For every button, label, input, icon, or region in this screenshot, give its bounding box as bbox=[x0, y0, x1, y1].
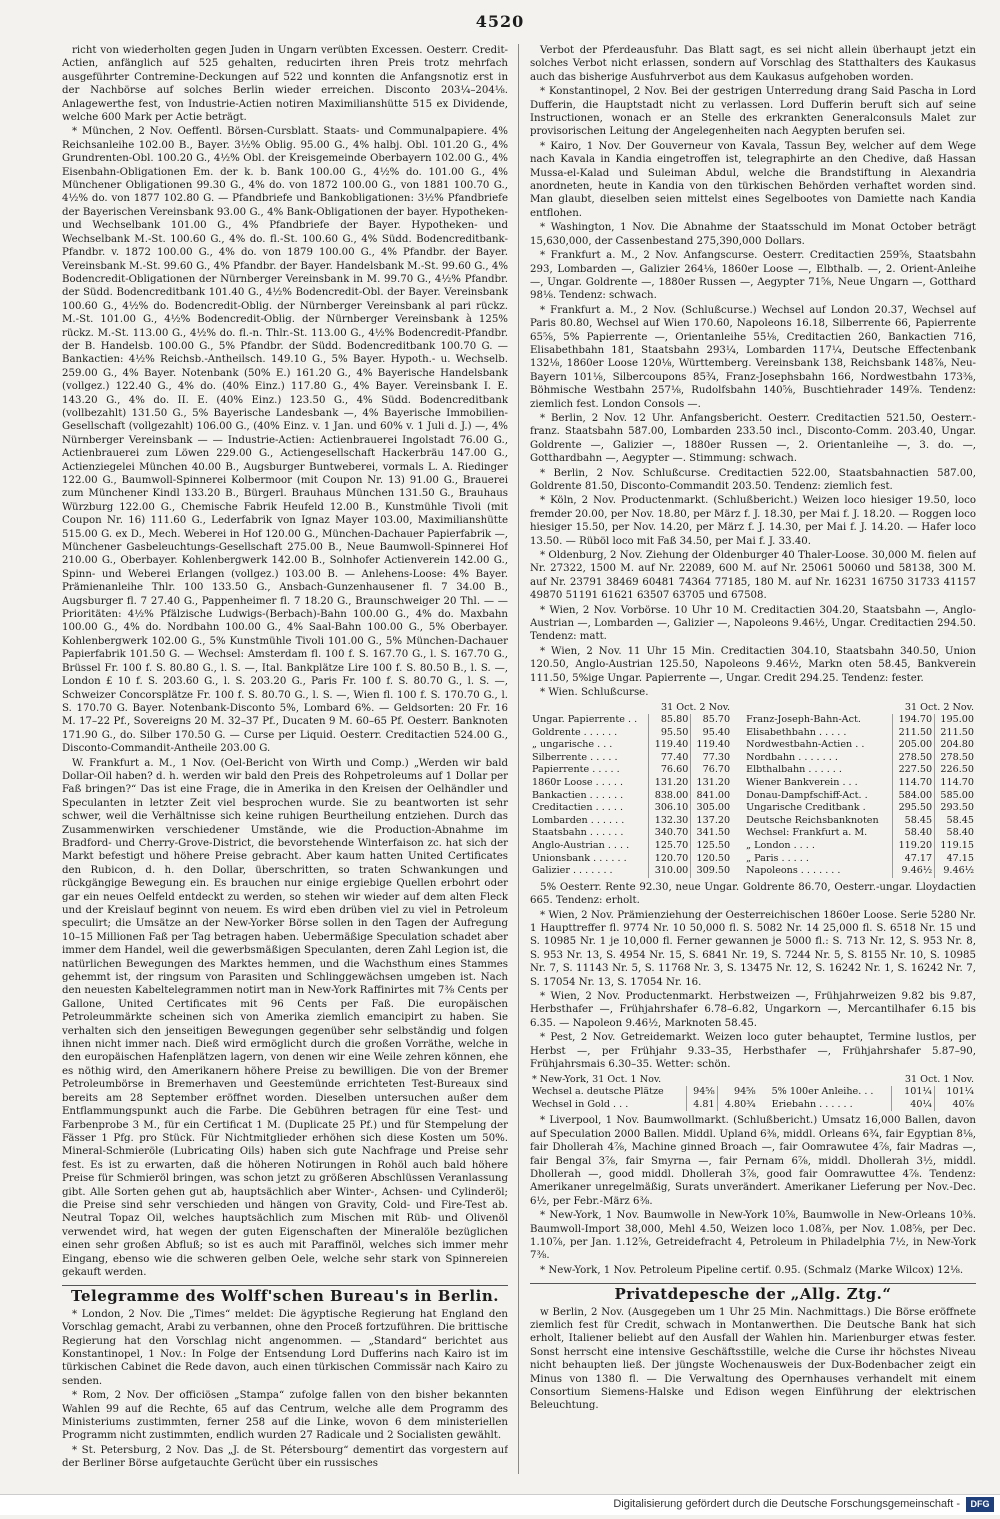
newyork-header-right: 31 Oct. 1 Nov. bbox=[904, 1073, 974, 1085]
report-paragraph: * Washington, 1 Nov. Die Abnahme der Staatsschuld im Monat October beträgt 15,630,000, der Cassenbestand 275,390,000 Dollars. bbox=[530, 222, 976, 247]
security-name: Nordbahn . . . . . . . bbox=[746, 751, 838, 763]
quote-value: 137.20 bbox=[691, 815, 732, 828]
table-row bbox=[530, 739, 976, 752]
quote-value: 120.50 bbox=[691, 853, 732, 866]
quote-value: 40¼ bbox=[892, 1099, 934, 1112]
telegram-list bbox=[62, 1308, 508, 1471]
security-name: Bankactien . . . . . . bbox=[532, 789, 624, 801]
table-row bbox=[530, 802, 976, 815]
newyork-rates-table bbox=[530, 1074, 976, 1112]
quote-value: 58.45 bbox=[935, 815, 976, 828]
quote-value: 4.81 bbox=[687, 1099, 717, 1112]
report-paragraph: * Wien, 2 Nov. 11 Uhr 15 Min. Creditactien 304.10, Staatsbahn 340.50, Union 120.50, Anglo-Austrian 125.50, Napoleons 9.46½, Markn oten 58.45, Bankverein 111.50, 5%ige Ungar. Papierrente —, Ungar. Credit 294.25. Tendenz: fester. bbox=[530, 645, 976, 684]
security-name: Deutsche Reichsbanknoten bbox=[746, 814, 879, 826]
quote-value: 278.50 bbox=[893, 752, 935, 765]
quote-value: 125.70 bbox=[649, 840, 691, 853]
left-article-paragraphs bbox=[62, 44, 508, 1279]
quote-value: 585.00 bbox=[935, 790, 976, 803]
table-row bbox=[530, 1099, 976, 1112]
private-dispatch-text: w Berlin, 2 Nov. (Ausgegeben um 1 Uhr 25 Min. Nachmittags.) Die Börse eröffnete ziemlich fest für Credit, schwach in Montanwerthen. Die Deutsche Bank hat sich erholt, Italiener beliebt auf den Ausfall der Wahlen hin. Marienburger etwas fester. Sonst herrscht eine intensive Geschäftsstille, welche die Curse ihr höchstes Niveau nicht behaupten ließ. Der jüngste Wochenausweis der Dux-Bodenbacher zeigt ein Minus von 1380 fl. — Die Verwaltung des Opernhauses verhandelt mit einem Consortium Siemens-Halske und Edison wegen Einführung der elektrischen Beleuchtung. bbox=[530, 1306, 976, 1412]
quote-value: 195.00 bbox=[935, 714, 976, 727]
quote-value: 838.00 bbox=[649, 790, 691, 803]
security-name: Galizier . . . . . . . bbox=[532, 865, 613, 877]
security-name: Elisabethbahn . . . . . bbox=[746, 726, 847, 738]
quote-value: 120.70 bbox=[649, 853, 691, 866]
security-name: Papierrente . . . . . bbox=[532, 764, 620, 776]
security-name: Anglo-Austrian . . . . bbox=[532, 840, 630, 852]
column-divider bbox=[518, 44, 519, 1474]
newyork-title: * New-York, 31 Oct. 1 Nov. bbox=[532, 1073, 662, 1085]
table-row bbox=[530, 777, 976, 790]
quote-value: 47.17 bbox=[893, 853, 935, 866]
security-name: Wechsel: Frankfurt a. M. bbox=[746, 827, 868, 839]
report-paragraph: * Konstantinopel, 2 Nov. Bei der gestrigen Unterredung drang Said Pascha in Lord Dufferin, die Hauptstadt nicht zu verlassen. Lord Dufferin beruft sich auf seine Instructionen, wonach er an Stelle des erkrankten Generalconsuls Malet zur provisorischen Leitung der Angelegenheiten nach Aegypten berufen sei. bbox=[530, 86, 976, 138]
section-title-telegrams: Telegramme des Wolff'schen Bureau's in Berlin. bbox=[62, 1285, 508, 1303]
telegram-item: * London, 2 Nov. Die „Times“ meldet: Die ägyptische Regierung hat England den Vorschlag gemacht, Arabi zu verbannen, ohne den Proceß fortzuführen. Die brittische Regierung hat den Vorschlag nicht angenommen. — „Standard“ berichtet aus Konstantinopel, 1 Nov.: In Folge der Entsendung Lord Dufferins nach Kairo ist im türkischen Cabinet die Rede davon, auch einen türkischen Commissär nach Kairo zu senden. bbox=[62, 1308, 508, 1387]
quote-value: 58.40 bbox=[893, 827, 935, 840]
quote-value: 211.50 bbox=[893, 727, 935, 740]
security-name: Nordwestbahn-Actien . . bbox=[746, 739, 865, 751]
quote-value: 85.80 bbox=[649, 714, 691, 727]
quote-value: 114.70 bbox=[935, 777, 976, 790]
report-paragraph: * Berlin, 2 Nov. Schlußcurse. Creditactien 522.00, Staatsbahnactien 587.00, Goldrente 81.50, Disconto-Commandit 203.50. Tendenz: ziemlich fest. bbox=[530, 467, 976, 492]
right-paragraphs-before-table bbox=[530, 44, 976, 700]
quote-value: 85.70 bbox=[691, 714, 732, 727]
quote-value: 40⅞ bbox=[934, 1099, 976, 1112]
table-row bbox=[530, 840, 976, 853]
quote-value: 114.70 bbox=[893, 777, 935, 790]
quote-value: 340.70 bbox=[649, 827, 691, 840]
report-paragraph: * Köln, 2 Nov. Productenmarkt. (Schlußbericht.) Weizen loco hiesiger 19.50, loco fremder 20.00, per Nov. 18.80, per März f. J. 18.30, per Mai f. J. 18.20. — Roggen loco hiesiger 15.50, per Nov. 14.20, per März f. J. 14.30, per Mai f. J. 14.20. — Hafer loco 13.50. — Rüböl loco mit Faß 34.50, per Mai f. J. 33.40. bbox=[530, 495, 976, 547]
quote-value: 119.40 bbox=[649, 739, 691, 752]
right-column bbox=[530, 44, 976, 1484]
quote-value: 77.30 bbox=[691, 752, 732, 765]
report-paragraph: * Wien. Schlußcurse. bbox=[540, 687, 649, 699]
quote-value: 76.70 bbox=[691, 764, 732, 777]
report-paragraph: * Wien, 2 Nov. Productenmarkt. Herbstweizen —, Frühjahrweizen 9.82 bis 9.87, Herbsthafer —, Frühjahrshafer 6.78–6.82, Ungarkorn —, Mercantilhafer 6.15 bis 6.35. — Napoleon 9.46½, Marknoten 58.45. bbox=[530, 991, 976, 1029]
quote-value: 9.46½ bbox=[935, 865, 976, 878]
table-row bbox=[530, 790, 976, 803]
report-paragraph: * Wien, 2 Nov. Prämienziehung der Oesterreichischen 1860er Loose. Serie 5280 Nr. 1 Haupttreffer fl. 9774 Nr. 10 50,000 fl. S. 5082 Nr. 14 25,000 fl. S. 6518 Nr. 15 und S. 10985 Nr. 1 je 10,000 fl. Ferner gewannen je 5000 fl.: S. 713 Nr. 12, S. 953 Nr. 8, S. 953 Nr. 13, S. 4954 Nr. 15, S. 6841 Nr. 19, S. 7244 Nr. 5, S. 8155 Nr. 10, S. 10985 Nr. 7, S. 11143 Nr. 5, S. 11768 Nr. 3, S. 13475 Nr. 12, S. 16242 Nr. 1, S. 16242 Nr. 7, S. 17054 Nr. 13, S. 17054 Nr. 16. bbox=[530, 909, 976, 988]
quote-value: 101¼ bbox=[892, 1086, 934, 1099]
quote-value: 131.20 bbox=[691, 777, 732, 790]
quote-value: 58.40 bbox=[935, 827, 976, 840]
footer-text: Digitalisierung gefördert durch die Deutsche Forschungsgemeinschaft - bbox=[613, 1498, 960, 1510]
table-row bbox=[530, 1086, 976, 1099]
quote-value: 293.50 bbox=[935, 802, 976, 815]
security-name: Napoleons . . . . . . . bbox=[746, 865, 841, 877]
page-number: 4520 bbox=[475, 12, 525, 31]
security-name: Ungar. Papierrente . . bbox=[532, 714, 638, 726]
security-name: „ London . . . . bbox=[746, 840, 815, 852]
report-paragraph: * Berlin, 2 Nov. 12 Uhr. Anfangsbericht. Oesterr. Creditactien 521.50, Oesterr.-franz. Staatsbahn 587.00, Lombarden 233.50 incl., Disconto-Comm. 203.40, Ungar. Goldrente —, Galizier —, 1880er Russen —, 2. Orientanleihe —, 3. do. —, Gotthardbahn —, Aegypter —. Stimmung: schwach. bbox=[530, 412, 976, 465]
quote-value: 119.40 bbox=[691, 739, 732, 752]
report-paragraph: * Pest, 2 Nov. Getreidemarkt. Weizen loco guter behauptet, Termine lustlos, per Herbst —, per Frühjahr 9.33–35, Herbsthafer —, Frühjahrshafer 5.87–90, Frühjahrsmais 6.30–35. Wetter: schön. bbox=[530, 1032, 976, 1071]
quote-value: 310.00 bbox=[649, 865, 691, 878]
report-paragraph: * Kairo, 1 Nov. Der Gouverneur von Kavala, Tassun Bey, welcher auf dem Wege nach Kavala in Kandia eingetroffen ist, telegraphirte an den Chedive, daß Hassan Mussa-el-Kalad und Suleiman Abdul, welche die Brandstiftung in Alexandria anordneten, heute in Kandia von den türkischen Behörden verhaftet worden sind. Man glaubt, dieselben seien mittelst eines Segelbootes von Damiette nach Kandia entflohen. bbox=[530, 140, 976, 219]
article-paragraph: W. Frankfurt a. M., 1 Nov. (Oel-Bericht von Wirth und Comp.) „Werden wir bald Dollar-Oil haben? d. h. werden wir bald den Preis des Rohpetroleums auf 1 Dollar per Faß bringen?“ Das ist eine Frage, die in Amerika in den Kreisen der Oelhändler und Speculanten in letzter Zeit viel besprochen wurde. Sie zu beantworten ist sehr schwer, weil die Verhältnisse sich keine ruhigen Beurtheilung entziehen. Durch das Zusammenwirken verschiedener Umstände, wie die Production-Abnahme im Bradford- und Cherry-Grove-District, die bevorstehende Winterfaison zc. hat sich der Markt befestigt und höhere Preise gebracht. Aber kaum hatten United Certificates den Rubicon, d. h. den Dollar, überschritten, so traten Schwankungen und rückgängige Bewegung ein. Es brauchen nur einige ergiebige Quellen erbohrt oder gar ein neues Oelfeld entdeckt zu werden, so stehen wir wieder auf dem alten Fleck und der Kreislauf beginnt von neuem. Es wird eben drüben viel zu viel in Petroleum speculirt; die Umsätze an der New-Yorker Börse sollen in den Tagen der Aufregung 10–15 Millionen Faß per Tag betragen haben. Uebermäßige Speculation schadet aber immer dem Handel, weil die gewerbsmäßigen Speculanten, deren Zahl Legion ist, die natürlichen Bewegungen des Marktes hemmen, und die Wachsthum eines Stammes gehemmt ist, der ringsum von Parasiten und Schlinggewächsen umgeben ist. Nach den neuesten Kabeltelegrammen notirt man in New-York Raffinirtes mit 7⅜ Cents per Gallone, United Certificates mit 96 Cents per Faß. Die europäischen Petroleummärkte scheinen sich von Amerika ziemlich emancipirt zu haben. Sie verhalten sich den jenseitigen Bewegungen gegenüber sehr selbständig und folgen ihnen nicht immer nach. Dieß wird ermöglicht durch die großen Vorräthe, welche in den europäischen Hafenplätzen lagern, von denen wir eine Weile zehren können, ehe es nöthig wird, den Amerikanern höhere Preise zu bewilligen. Die von der Bremer Petroleumbörse in Bremerhaven und Geestemünde errichteten Test-Bureaux sind bereits am 28 September eröffnet worden. Dieselben untersuchen außer dem Entflammungspunkt auch die Farbe. Die Gebühren betragen für eine Test- und Farbenprobe 3 M., für ein Certificat 1 M. (Duplicate 25 Pf.) und für Stempelung der Fässer 1 Pfg. pro Stück. Für Nichtmitglieder erhöhen sich diese Kosten um 50%. Mineral-Schmieröle (Lubricating Oils) haben sich gute Nachfrage und Preise sehr fest. Es ist zu erwarten, daß die höheren Notirungen in Rohöl auch bald höhere Preise für Schmieröl bringen, was schon jetzt zu größeren Abschlüssen Veranlassung gibt. Alle Sorten gehen gut ab, hauptsächlich aber Winter-, Achsen- und Cylinderöl; die Preise sind sehr verschieden und hängen von Gravity, Cold- und Fire-Test ab. Neutral Topaz Oil, welches hauptsächlich zum Mischen mit Rüb- und Olivenöl verwendet wird, hat wegen der guten Eigenschaften der Mineralöle bezüglichen einen sehr großen Abfluß; so ist es auch mit Paraffinöl, welches sich immer mehr Eingang, ebenso wie die schweren gelben Oele, welche sehr stark von Spinnereien gekauft werden. bbox=[62, 757, 508, 1278]
security-name: Staatsbahn . . . . . . bbox=[532, 827, 624, 839]
quote-value: 341.50 bbox=[691, 827, 732, 840]
wien-header-left: 31 Oct. 2 Nov. bbox=[660, 701, 731, 713]
telegram-item: * St. Petersburg, 2 Nov. Das „J. de St. Pétersbourg“ dementirt das vorgestern auf der Berliner Börse aufgetauchte Gerücht über ein russisches bbox=[62, 1444, 508, 1470]
security-name: Unionsbank . . . . . . bbox=[532, 852, 627, 864]
quote-value: 211.50 bbox=[935, 727, 976, 740]
quote-value: 125.50 bbox=[691, 840, 732, 853]
quote-value: 194.70 bbox=[893, 714, 935, 727]
article-paragraph: richt von wiederholten gegen Juden in Ungarn verübten Excessen. Oesterr. Credit-Actien, anfänglich auf 525 gehalten, reducirten ihren Preis trotz mehrfach ausgeführter Contremine-Deckungen auf 522 und konnten die Anfangsnotiz erst in der Nachbörse auf solches Berlin wieder erreichen. Disconto 203¼–204⅛. Anlagewerthe fest, von Industrie-Actien notiren Maximilianshütte 515 ex Dividende, welche 600 Mark per Actie beträgt. bbox=[62, 45, 508, 124]
quote-value: 94⅝ bbox=[687, 1086, 717, 1099]
report-paragraph: * Frankfurt a. M., 2 Nov. (Schlußcurse.) Wechsel auf London 20.37, Wechsel auf Paris 80.80, Wechsel auf Wien 170.60, Napoleons 16.18, Silberrente 66, Papierrente 65⅝, 5% Papierrente —, Orientanleihe 55⅛, Creditactien 260, Bankactien 716, Elisabethbahn 181, Staatsbahn 293¼, Lombarden 117¼, Deutsche Effectenbank 132⅛, 1860er Loose 120⅛, Württemberg. Vereinsbank 138, Reichsbank 148⅞, Neu-Bayern 101⅛, Silbercoupons 85¾, Franz-Josephsbahn 166, Nordwestbahn 173⅜, Böhmische Westbahn 257⅛, Rudolfsbahn 140⅝, Buschtiehrader 149⅞. Tendenz: ziemlich fest. London Consols —. bbox=[530, 304, 976, 410]
security-name: Elbthalbahn . . . . . . bbox=[746, 764, 842, 776]
quote-value: 58.45 bbox=[893, 815, 935, 828]
quote-value: 132.30 bbox=[649, 815, 691, 828]
security-name: „ ungarische . . . bbox=[532, 739, 613, 751]
quote-value: 306.10 bbox=[649, 802, 691, 815]
security-name: Lombarden . . . . . . bbox=[532, 814, 625, 826]
security-name: 1860r Loose . . . . . bbox=[532, 777, 624, 789]
quote-value: 76.60 bbox=[649, 764, 691, 777]
quote-value: 9.46½ bbox=[893, 865, 935, 878]
report-paragraph: * Wien, 2 Nov. Vorbörse. 10 Uhr 10 M. Creditactien 304.20, Staatsbahn —, Anglo-Austrian —, Lombarden —, Galizier —, Napoleons 9.46½, Ungar. Creditactien 294.50. Tendenz: matt. bbox=[530, 604, 976, 643]
quote-value: 101¼ bbox=[934, 1086, 976, 1099]
security-name: Wiener Bankverein . . . bbox=[746, 777, 858, 789]
security-name: Franz-Joseph-Bahn-Act. bbox=[746, 714, 861, 726]
table-row bbox=[530, 865, 976, 878]
security-name: „ Paris . . . . . bbox=[746, 852, 809, 864]
right-paragraphs-final bbox=[530, 1114, 976, 1277]
quote-value: 47.15 bbox=[935, 853, 976, 866]
wien-rates-table bbox=[530, 702, 976, 878]
table-row bbox=[530, 764, 976, 777]
table-row bbox=[530, 853, 976, 866]
table-row bbox=[530, 827, 976, 840]
section-title-private-dispatch: Privatdepesche der „Allg. Ztg.“ bbox=[530, 1283, 976, 1301]
security-name: Wechsel in Gold . . . bbox=[532, 1098, 629, 1110]
table-row bbox=[530, 752, 976, 765]
table-row bbox=[530, 727, 976, 740]
report-paragraph: * Frankfurt a. M., 2 Nov. Anfangscurse. Oesterr. Creditactien 259⅝, Staatsbahn 293, Lombarden —, Galizier 264⅛, 1860er Loose —, Elbthalb. —, 2. Orient-Anleihe —, Ungar. Goldrente —, 1880er Russen —, Aegypter 71⅝, Neue Ungarn —, Gotthard 98⅛. Tendenz: schwach. bbox=[530, 250, 976, 302]
quote-value: 278.50 bbox=[935, 752, 976, 765]
quote-value: 226.50 bbox=[935, 764, 976, 777]
quote-value: 131.20 bbox=[649, 777, 691, 790]
quote-value: 841.00 bbox=[691, 790, 732, 803]
dfg-logo: DFG bbox=[966, 1497, 994, 1512]
telegram-item: * Rom, 2 Nov. Der officiösen „Stampa“ zufolge fallen von den bisher bekannten Wahlen 99 auf die Rechte, 65 auf das Centrum, welche alle dem Programm des Ministeriums zustimmten, ferner 258 auf die Linke, wovon 6 dem ministeriellen Programm nicht zustimmten, endlich wurden 27 Radicale und 2 Socialisten gewählt. bbox=[62, 1390, 508, 1442]
left-column bbox=[62, 44, 508, 1484]
newyork-table-header bbox=[530, 1074, 976, 1087]
quote-value: 205.00 bbox=[893, 739, 935, 752]
security-name: Silberrente . . . . . bbox=[532, 751, 618, 763]
report-paragraph: * Oldenburg, 2 Nov. Ziehung der Oldenburger 40 Thaler-Loose. 30,000 M. fielen auf Nr. 27322, 1500 M. auf Nr. 22089, 600 M. auf Nr. 25061 50060 und 58138, 300 M. auf Nr. 23791 38469 60481 74364 77185, 180 M. auf Nr. 16231 16750 31733 41157 49870 51191 61621 63507 63705 und 67508. bbox=[530, 550, 976, 602]
report-paragraph: * Liverpool, 1 Nov. Baumwollmarkt. (Schlußbericht.) Umsatz 16,000 Ballen, davon auf Speculation 2000 Ballen. Middl. Upland 6⅜, middl. Orleans 6¾, fair Egyptian 8⅛, fair Dhollerah 4⅞, Machine ginned Broach —, fair Oomrawutee 4⅞, fair Madras —, fair Bengal 3⅞, fair Smyrna —, fair Pernam 6⅞, middl. Dhollerah 3½, middl. Dhollerah —, good middl. Dhollerah 3⅞, good fair Oomrawuttee 4⅞. Tendenz: Amerikaner unregelmäßig, Surats unverändert. Amerikaner Lieferung per Nov.-Dec. 6½, per Febr.-März 6⅜. bbox=[530, 1115, 976, 1207]
quote-value: 4.80¾ bbox=[717, 1099, 757, 1112]
security-name: Ungarische Creditbank . bbox=[746, 802, 866, 814]
quote-value: 227.50 bbox=[893, 764, 935, 777]
security-name: 5% 100er Anleihe. . . bbox=[771, 1086, 874, 1098]
quote-value: 295.50 bbox=[893, 802, 935, 815]
report-paragraph: Verbot der Pferdeausfuhr. Das Blatt sagt, es sei nicht allein überhaupt jetzt ein solches Verbot nicht erlassen, sondern auf Vorschlag des Statthalters des Kaukasus auch das bisherige Ausfuhrverbot aus dem Kaukasus aufgehoben worden. bbox=[530, 45, 976, 83]
footer-bar bbox=[0, 1494, 1000, 1515]
table-row bbox=[530, 815, 976, 828]
quote-value: 95.50 bbox=[649, 727, 691, 740]
security-name: Goldrente . . . . . . bbox=[532, 726, 618, 738]
quote-value: 584.00 bbox=[893, 790, 935, 803]
security-name: Creditactien . . . . . bbox=[532, 802, 624, 814]
security-name: Wechsel a. deutsche Plätze bbox=[532, 1086, 664, 1098]
quote-value: 305.00 bbox=[691, 802, 732, 815]
table-row bbox=[530, 714, 976, 727]
quote-value: 95.40 bbox=[691, 727, 732, 740]
quote-value: 204.80 bbox=[935, 739, 976, 752]
article-paragraph: * München, 2 Nov. Oeffentl. Börsen-Cursblatt. Staats- und Communalpapiere. 4% Reichsanleihe 102.00 B., Bayer. 3½% Oblig. 95.00 G., 4% halbj. Obl. 101.20 G., 4% Grundrenten-Obl. 100.20 G., 4½% Obl. der Kreisgemeinde Oberbayern 102.00 G., 4% Eisenbahn-Obligationen Em. der k. b. Bank 100.00 G., 4½% do. 101.00 G., 4% Münchener Obligationen 99.30 G., 4% do. von 1872 100.00 G., von 1881 100.70 G., 4½% do. von 1877 102.80 G. — Pfandbriefe und Bankobligationen: 3½% Pfandbriefe der Bayerischen Vereinsbank 93.00 G., 4% Bank-Obligationen der bayer. Hypotheken- und Wechselbank 101.00 G., 4% Pfandbriefe der Bayer. Hypotheken- und Wechselbank M.-St. 100.60 G., 4% do. fl.-St. 100.60 G., 4% Südd. Bodencreditbank-Pfandbr. v. 1872 100.00 G., 4% do. von 1879 100.00 G., 4% Pfandbr. der Bayer. Vereinsbank M.-St. 99.60 G., 4% Pfandbr. der Bayer. Handelsbank M.-St. 99.60 G., 4% Bodencredit-Obligationen der Nürnberger Vereinsbank in M. 99.70 G., 4½% Pfandbr. der Südd. Bodencreditbank 101.40 G., 4½% Bodencredit-Obl. der Bayer. Vereinsbank 100.60 G., 4½% do. Bodencredit-Oblig. der Nürnberger Vereinsbank al pari rückz. M.-St. 101.00 G., 4½% Bodencredit-Oblig. der Nürnberger Vereinsbank à 125% rückz. M.-St. 113.00 G., 4½% do. fl.-n. Thlr.-St. 113.00 G., 4½% Bodencredit-Pfandbr. der B. Handelsb. 100.00 G., 5% Pfandbr. der Südd. Bodencreditbank 100.70 G. — Bankactien: 4½% Reichsb.-Antheilsch. 149.10 G., 5% Bayer. Hypoth.- u. Wechselb. 259.00 G., 4% Bayer. Notenbank (50% E.) 161.20 G., 4% Bayerische Handelsbank (vollgez.) 122.40 G., 4% do. (40% Einz.) 117.80 G., 4% Bayer. Vereinsbank I. E. 143.20 G., 4% do. II. E. (40% Einz.) 123.50 G., 4% Südd. Bodencreditbank (vollbezahlt) 131.50 G., 5% Bayerische Landesbank —, 4% Bayerische Immobilien-Gesellschaft (vollgezahlt) 106.00 G., (40% Einz. v. 1 Jan. und 60% v. 1 Juli d. J.) —, 4% Nürnberger Vereinsbank — — Industrie-Actien: Actienbrauerei Ingolstadt 76.00 G., Actienbrauerei zum Löwen 229.00 G., Actiengesellschaft Hackerbräu 147.00 G., Actienziegelei München 40.00 B., Augsburger Buntweberei, vormals L. A. Riedinger 122.00 G., Baumwoll-Spinnerei Kolbermoor (mit Coupon Nr. 13) 91.00 G., Brauerei zum Münchener Kindl 133.20 B., Bürgerl. Brauhaus München 131.50 G., Brauhaus Würzburg 122.00 G., Chemische Fabrik Heufeld 12.00 B., Kunstmühle Tivoli (mit Coupon Nr. 16) 111.60 G., Lederfabrik von Ignaz Mayer 103.00, Maximilianshütte 515.00 G. ex D., Mech. Weberei in Hof 120.00 G., München-Dachauer Papierfabrik —, Münchener Gasbeleuchtungs-Gesellschaft 275.00 B., Neue Baumwoll-Spinnerei Hof 210.00 G., Oberbayer. Kohlenbergwerk 142.00 B., Solnhofer Actienverein 142.00 G., Spinn- und Weberei Erlangen (vollgez.) 103.00 B. — Anlehens-Loose: 4% Bayer. Prämienanleihe Thlr. 100 133.50 G., Ansbach-Gunzenhausener fl. 7 34.00 B., Augsburger fl. 7 27.40 G., Pappenheimer fl. 7 18.20 G., Braunschweiger 20 Thl. — — Prioritäten: 4½% Pfälzische Ludwigs-(Berbach)-Bahn 100.00 G., 4% do. Maxbahn 100.00 G., 4% do. Nordbahn 100.00 G., 4% Saal-Bahn 100.00 G., 5% Oberbayer. Kohlenbergwerk 102.00 G., 5% Kunstmühle Tivoli 101.00 G., 5% München-Dachauer Papierfabrik 101.50 G. — Wechsel: Amsterdam fl. 100 f. S. 167.70 G., l. S. 167.70 G., Brüssel Fr. 100 f. S. 80.80 G., l. S. —, Ital. Bankplätze Lire 100 f. S. 80.50 B., l. S. —, London £ 10 f. S. 203.60 G., l. S. 203.20 G., Paris Fr. 100 f. S. 80.70 G., l. S. —, Schweizer Concorsplätze Fr. 100 f. S. 80.70 G., l. S. —, Wien fl. 100 f. S. 170.70 G., l. S. 170.70 G. Bayer. Notenbank-Disconto 5%, Lombard 6%. — Geldsorten: 20 Fr. 16 M. 17–22 Pf., Sovereigns 20 M. 32–37 Pf., Ducaten 9 M. 60–65 Pf. Oesterr. Banknoten 171.90 G., do. Silber 170.50 G. — Curse per Liquid. Oesterr. Creditactien 524.00 G., Disconto-Commandit-Antheile 203.00 G. bbox=[62, 126, 508, 755]
quote-value: 119.20 bbox=[893, 840, 935, 853]
quote-value: 94⅝ bbox=[717, 1086, 757, 1099]
security-name: Eriebahn . . . . . . bbox=[771, 1098, 853, 1110]
right-paragraphs-after-table bbox=[530, 881, 976, 1072]
report-paragraph: 5% Oesterr. Rente 92.30, neue Ungar. Goldrente 86.70, Oesterr.-ungar. Lloydactien 665. Tendenz: erholt. bbox=[530, 881, 976, 907]
quote-value: 119.15 bbox=[935, 840, 976, 853]
quote-value: 309.50 bbox=[691, 865, 732, 878]
quote-value: 77.40 bbox=[649, 752, 691, 765]
report-paragraph: * New-York, 1 Nov. Baumwolle in New-York 10⅝, Baumwolle in New-Orleans 10⅜. Baumwoll-Import 38,000, Mehl 4.50, Weizen loco 1.08⅞, per Nov. 1.08⅝, per Dec. 1.10⅞, per Jan. 1.12⅝, Getreidefracht 4, Petroleum in Philadelphia 7½, in New-York 7⅜. bbox=[530, 1210, 976, 1262]
wien-table-header bbox=[530, 702, 976, 715]
wien-header-right: 31 Oct. 2 Nov. bbox=[904, 701, 974, 713]
security-name: Donau-Dampfschiff-Act. . bbox=[746, 789, 868, 801]
report-paragraph: * New-York, 1 Nov. Petroleum Pipeline certif. 0.95. (Schmalz (Marke Wilcox) 12⅛. bbox=[540, 1264, 964, 1276]
